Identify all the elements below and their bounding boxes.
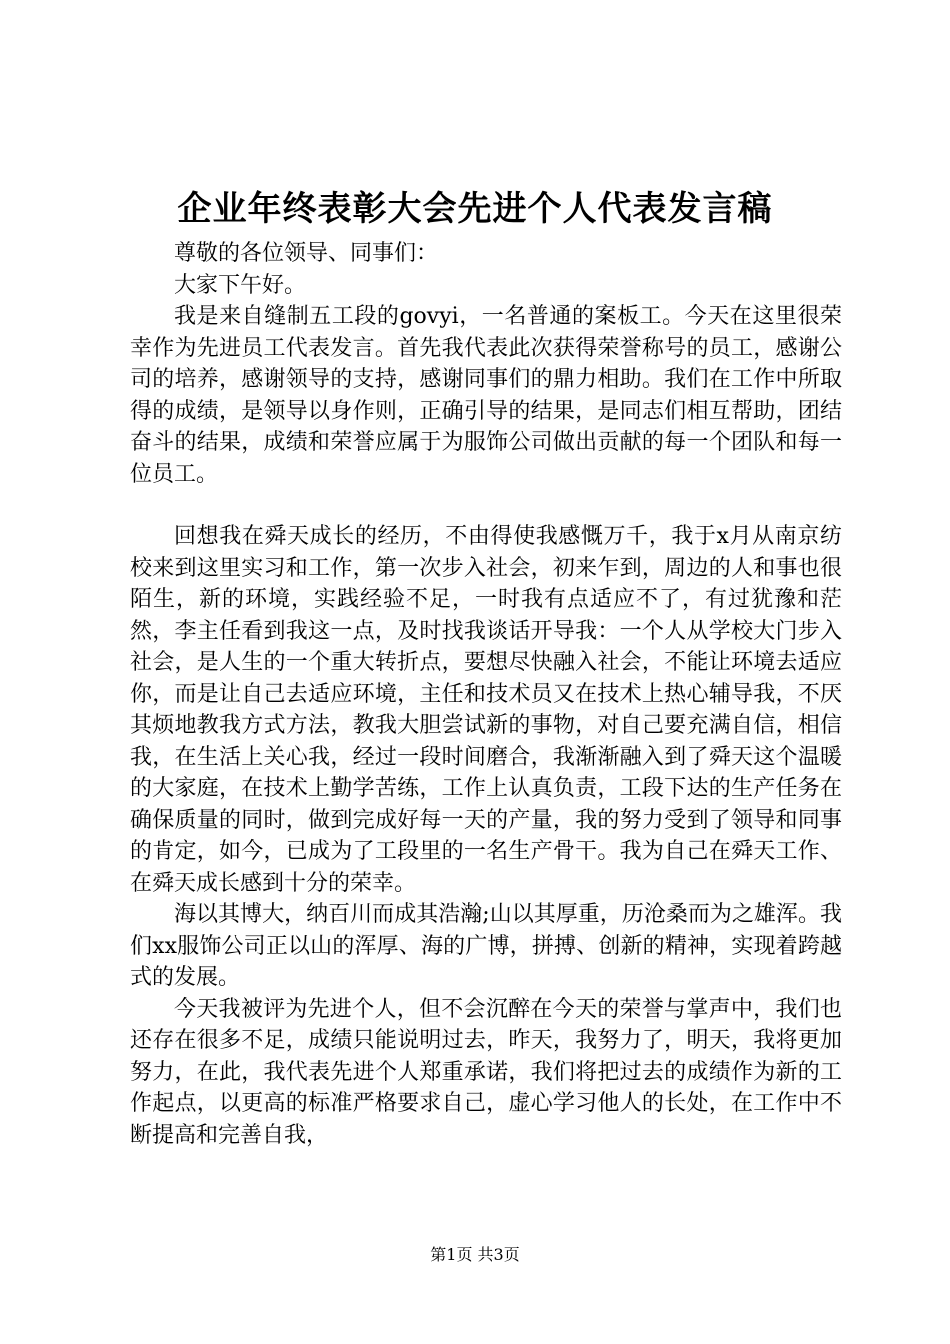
document-title: 企业年终表彰大会先进个人代表发言稿 xyxy=(177,189,773,229)
greeting: 大家下午好。 xyxy=(174,272,307,298)
paragraph-growth-experience: 回想我在舜天成长的经历，不由得使我感慨万千，我于x月从南京纺校来到这里实习和工作，第一次步入社会，初来乍到，周边的人和事也很陌生，新的环境，实践经验不足，一时我有点适应不了，有过犹豫和茫然，李主任看到我这一点，及时找我谈话开导我：一个人从学校大门步入社会，是人生的一个重大转折点，要想尽快融入社会，不能让环境去适应你，而是让自己去适应环境，主任和技术员又在技术上热心辅导我，不厌其烦地教我方式方法，教我大胆尝试新的事物，对自己要充满自信，相信我，在生活上关心我，经过一段时间磨合，我渐渐融入到了舜天这个温暖的大家庭，在技术上勤学苦练，工作上认真负责，工段下达的生产任务在确保质量的同时，做到完成好每一天的产量，我的努力受到了领导和同事的肯定，如今，已成为了工段里的一名生产骨干。我为自己在舜天工作、在舜天成长感到十分的荣幸。 xyxy=(130,524,842,896)
salutation: 尊敬的各位领导、同事们： xyxy=(174,241,439,266)
paragraph-introduction: 我是来自缝制五工段的govyi，一名普通的案板工。今天在这里很荣幸作为先进员工代表发言。首先我代表此次获得荣誉称号的员工，感谢公司的培养，感谢领导的支持，感谢同事们的鼎力相助。我们在工作中所取得的成绩，是领导以身作则，正确引导的结果，是同志们相互帮助，团结奋斗的结果，成绩和荣誉应属于为服饰公司做出贡献的每一个团队和每一位员工。 xyxy=(130,304,842,487)
page-number-footer: 第1页 共3页 xyxy=(430,1245,520,1264)
paragraph-company-spirit: 海以其博大，纳百川而成其浩瀚;山以其厚重，历沧桑而为之雄浑。我们xx服饰公司正以山的浑厚、海的广博，拼搏、创新的精神，实现着跨越式的发展。 xyxy=(130,902,842,990)
document-body xyxy=(130,238,842,1151)
paragraph-commitment: 今天我被评为先进个人，但不会沉醉在今天的荣誉与掌声中，我们也还存在很多不足，成绩只能说明过去，昨天，我努力了，明天，我将更加努力，在此，我代表先进个人郑重承诺，我们将把过去的成绩作为新的工作起点，以更高的标准严格要求自己，虚心学习他人的长处，在工作中不断提高和完善自我， xyxy=(130,996,842,1148)
